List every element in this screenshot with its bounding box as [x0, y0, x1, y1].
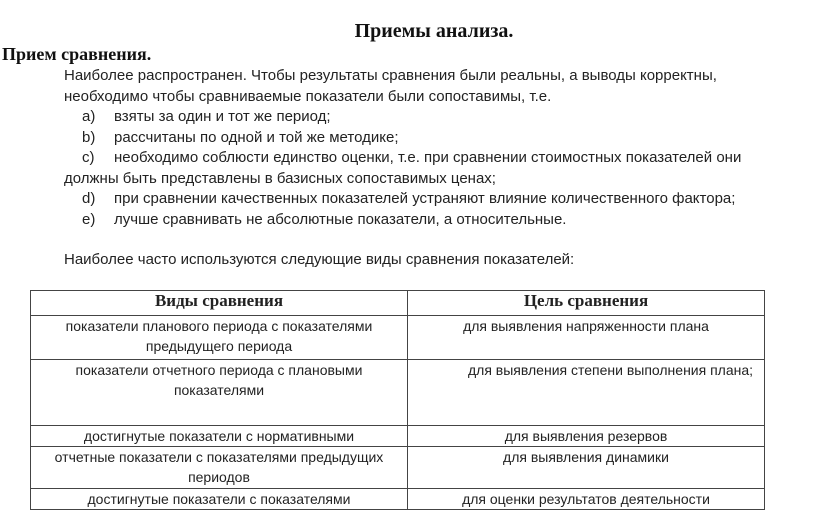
- intro-paragraph: Наиболее распространен. Чтобы результаты сравнения были реальны, а выводы корректны, необходимо чтобы сравниваемые показатели были сопоставимы, т.е.: [64, 67, 717, 105]
- table-row: [31, 489, 765, 510]
- table-cell: достигнутые показатели с показателями: [31, 489, 408, 510]
- list-item: d) при сравнении качественных показателей устраняют влияние количественного фактора;: [82, 190, 736, 207]
- list-item: c) необходимо соблюсти единство оценки, т.е. при сравнении стоимостных показателей они должны быть представлены в базисных сопоставимых ценах;: [64, 149, 742, 187]
- table-cell: достигнутые показатели с нормативными: [31, 426, 408, 447]
- table-cell: для выявления динамики: [408, 447, 765, 489]
- table-cell: для выявления резервов: [408, 426, 765, 447]
- body-text: [64, 66, 764, 271]
- list-item: a) взяты за один и тот же период;: [82, 108, 331, 125]
- table-intro: Наиболее часто используются следующие виды сравнения показателей:: [64, 251, 575, 268]
- table-cell: для выявления напряженности плана: [408, 316, 765, 360]
- table-header-row: [31, 291, 765, 316]
- comparison-table: [30, 290, 765, 510]
- table-cell: показатели отчетного периода с плановыми показателями: [31, 360, 408, 426]
- table-row: [31, 426, 765, 447]
- column-header: Цель сравнения: [408, 291, 765, 316]
- list-item: e) лучше сравнивать не абсолютные показатели, а относительные.: [82, 210, 567, 228]
- criteria-list: [64, 107, 764, 230]
- table-cell: для оценки результатов деятельности: [408, 489, 765, 510]
- table-cell: показатели планового периода с показателями предыдущего периода: [31, 316, 408, 360]
- column-header: Виды сравнения: [31, 291, 408, 316]
- table-row: [31, 447, 765, 489]
- table-row: [31, 360, 765, 426]
- table-cell: отчетные показатели с показателями предыдущих периодов: [31, 447, 408, 489]
- list-item: b) рассчитаны по одной и той же методике;: [82, 128, 399, 146]
- page-title: Приемы анализа.: [354, 20, 514, 42]
- table-cell: для выявления степени выполнения плана;: [408, 360, 765, 426]
- table-row: [31, 316, 765, 360]
- section-subtitle: Прием сравнения.: [2, 44, 152, 64]
